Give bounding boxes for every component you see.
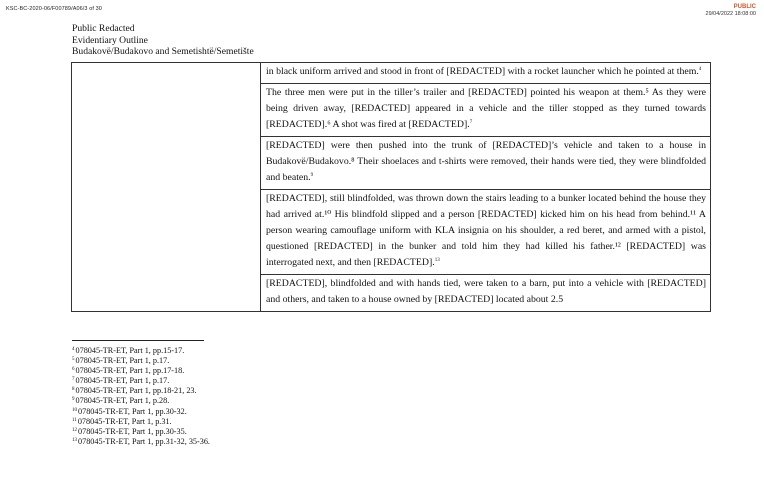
footnote-text: 078045-TR-ET, Part 1, pp.30-35. (78, 426, 187, 436)
footnote-text: 078045-TR-ET, Part 1, p.17. (75, 356, 170, 366)
footnote-number: 13 (72, 437, 77, 443)
classification-stamp (706, 4, 756, 18)
footnotes (72, 346, 210, 447)
left-cell (72, 63, 261, 312)
footnote (72, 427, 210, 437)
paragraph-text: The three men were put in the tiller’s trailer and [REDACTED] pointed his weapon at them.⁵ As they were being driven away, [REDACTED] appeared in a vehicle and the tiller stopped as they turned towards [REDACTED].⁶ A shot was fired at [REDACTED]. (266, 87, 706, 130)
document-header (72, 23, 254, 58)
footnote (72, 386, 210, 396)
footnote-ref: 7 (469, 120, 473, 125)
right-cell (261, 63, 711, 312)
footnote (72, 356, 210, 366)
footnote (72, 407, 210, 417)
footnote-text: 078045-TR-ET, Part 1, pp.17-18. (75, 366, 185, 376)
footnote-text: 078045-TR-ET, Part 1, pp.31-32, 35-36. (78, 436, 210, 446)
paragraph (261, 137, 710, 190)
paragraph (261, 190, 710, 275)
paragraph-text: in black uniform arrived and stood in front of [REDACTED] with a rocket launcher which he pointed at them. (266, 66, 699, 77)
footnote-text: 078045-TR-ET, Part 1, pp.18-21, 23. (75, 386, 197, 396)
footnote (72, 396, 210, 406)
footnote-ref: 13 (434, 258, 440, 263)
header-line-redacted: Public Redacted (72, 23, 135, 34)
filing-date: 29/04/2022 18:08:00 (705, 11, 756, 17)
paragraph (261, 63, 710, 84)
header-line-title: Evidentiary Outline (72, 34, 148, 46)
footnote-number: 6 (72, 367, 75, 373)
paragraph (261, 275, 710, 311)
footnote-ref: 9 (310, 173, 314, 178)
footnote-number: 7 (72, 377, 75, 383)
paragraph-text: [REDACTED], blindfolded and with hands tied, were taken to a barn, put into a vehicle with [REDACTED] and others, and taken to a house owned by [REDACTED] located about 2.5 (266, 278, 706, 305)
footnote-number: 11 (72, 417, 77, 423)
footnote-number: 8 (72, 387, 75, 393)
footnote-text: 078045-TR-ET, Part 1, p.31. (77, 416, 172, 426)
footnote (72, 417, 210, 427)
table-row (72, 63, 711, 312)
header-line-locations: Budakovë/Budakovo and Semetishtë/Semetište (72, 46, 254, 57)
footnote-text: 078045-TR-ET, Part 1, pp.30-32. (78, 406, 187, 416)
paragraph-text: [REDACTED], still blindfolded, was thrown down the stairs leading to a bunker located behind the house they had arrived at.¹⁰ His blindfold slipped and a person [REDACTED] kicked him on his head from behind.¹¹ A person wearing camouflage uniform with KLA insignia on his shoulder, a red beret, and armed with a pistol, questioned [REDACTED] in the bunker and told him they had killed his father.¹² [REDACTED] was interrogated next, and then [REDACTED]. (266, 193, 706, 268)
footnote-number: 5 (72, 357, 75, 363)
classification-label: PUBLIC (733, 4, 756, 10)
footnote (72, 376, 210, 386)
footnote-number: 4 (72, 347, 75, 352)
footnote-number: 12 (72, 427, 77, 433)
footnote-text: 078045-TR-ET, Part 1, pp.15-17. (75, 346, 185, 355)
footnote (72, 366, 210, 376)
footnote-text: 078045-TR-ET, Part 1, p.17. (75, 376, 170, 386)
footnote (72, 437, 210, 447)
footnote-text: 078045-TR-ET, Part 1, p.28. (75, 396, 170, 406)
footnote-number: 10 (72, 407, 77, 413)
evidentiary-table (71, 62, 711, 312)
footnote-separator (72, 340, 204, 341)
paragraph (261, 84, 710, 137)
paragraph-text: [REDACTED] were then pushed into the trunk of [REDACTED]’s vehicle and taken to a house in Budakovë/Budakovo.⁸ Their shoelaces and t-shirts were removed, their hands were tied, they were blindfolded and beaten. (266, 140, 706, 183)
footnote (72, 346, 210, 356)
footnote-number: 9 (72, 397, 75, 403)
case-number: KSC-BC-2020-06/F00789/A06/3 of 30 (6, 6, 102, 12)
footnote-ref: 4 (698, 67, 702, 72)
